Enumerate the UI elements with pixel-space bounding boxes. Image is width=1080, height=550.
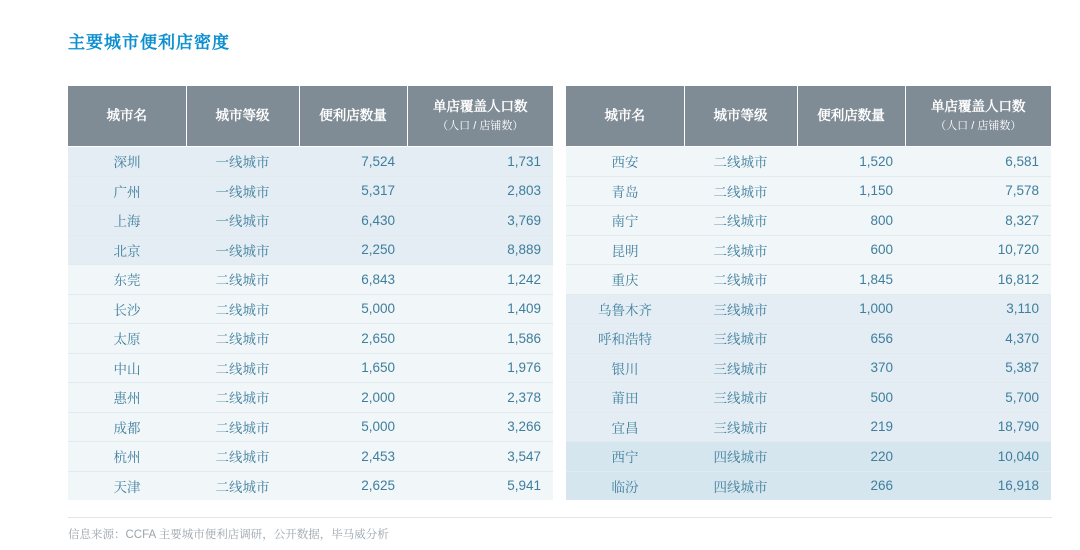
cell-city-tier: 二线城市 bbox=[186, 265, 299, 295]
table-row bbox=[68, 471, 553, 500]
cell-city-tier: 二线城市 bbox=[186, 442, 299, 472]
column-header-store-count: 便利店数量 bbox=[797, 86, 905, 147]
cell-city-name: 广州 bbox=[68, 176, 186, 206]
cell-coverage: 10,040 bbox=[905, 442, 1051, 472]
cell-city-name: 乌鲁木齐 bbox=[566, 294, 684, 324]
table-row bbox=[68, 206, 553, 236]
cell-store-count: 266 bbox=[797, 471, 905, 500]
table-row bbox=[566, 147, 1051, 177]
table-row bbox=[566, 294, 1051, 324]
cell-city-tier: 二线城市 bbox=[684, 206, 797, 236]
cell-store-count: 1,520 bbox=[797, 147, 905, 177]
source-note: 信息来源：CCFA 主要城市便利店调研，公开数据，毕马威分析 bbox=[68, 517, 1052, 542]
table-row bbox=[566, 412, 1051, 442]
cell-coverage: 18,790 bbox=[905, 412, 1051, 442]
column-header-city-tier: 城市等级 bbox=[186, 86, 299, 147]
cell-store-count: 5,000 bbox=[299, 412, 407, 442]
cell-city-tier: 一线城市 bbox=[186, 147, 299, 177]
convenience-store-table-left bbox=[68, 86, 553, 500]
cell-city-name: 呼和浩特 bbox=[566, 324, 684, 354]
table-row bbox=[68, 265, 553, 295]
cell-coverage: 1,242 bbox=[407, 265, 553, 295]
cell-store-count: 1,650 bbox=[299, 353, 407, 383]
cell-coverage: 5,941 bbox=[407, 471, 553, 500]
cell-coverage: 7,578 bbox=[905, 176, 1051, 206]
cell-store-count: 800 bbox=[797, 206, 905, 236]
cell-store-count: 1,000 bbox=[797, 294, 905, 324]
cell-store-count: 6,843 bbox=[299, 265, 407, 295]
cell-city-name: 北京 bbox=[68, 235, 186, 265]
cell-coverage: 8,889 bbox=[407, 235, 553, 265]
cell-city-name: 天津 bbox=[68, 471, 186, 500]
cell-coverage: 3,266 bbox=[407, 412, 553, 442]
table-body-left bbox=[68, 147, 553, 501]
table-row bbox=[68, 176, 553, 206]
cell-store-count: 2,250 bbox=[299, 235, 407, 265]
cell-city-name: 东莞 bbox=[68, 265, 186, 295]
cell-city-tier: 一线城市 bbox=[186, 176, 299, 206]
cell-coverage: 2,803 bbox=[407, 176, 553, 206]
table-row bbox=[68, 412, 553, 442]
cell-city-tier: 二线城市 bbox=[684, 235, 797, 265]
column-header-city-tier: 城市等级 bbox=[684, 86, 797, 147]
cell-city-name: 长沙 bbox=[68, 294, 186, 324]
cell-coverage: 3,547 bbox=[407, 442, 553, 472]
table-row bbox=[566, 176, 1051, 206]
column-header-coverage-sub: （人口 / 店铺数） bbox=[935, 119, 1022, 132]
cell-coverage: 6,581 bbox=[905, 147, 1051, 177]
cell-city-name: 重庆 bbox=[566, 265, 684, 295]
column-header-store-count: 便利店数量 bbox=[299, 86, 407, 147]
cell-city-name: 深圳 bbox=[68, 147, 186, 177]
cell-city-name: 临汾 bbox=[566, 471, 684, 500]
table-header-right bbox=[566, 86, 1051, 147]
cell-city-name: 中山 bbox=[68, 353, 186, 383]
cell-city-tier: 二线城市 bbox=[684, 265, 797, 295]
convenience-store-table-right bbox=[566, 86, 1051, 500]
cell-city-name: 成都 bbox=[68, 412, 186, 442]
cell-city-tier: 一线城市 bbox=[186, 206, 299, 236]
cell-city-tier: 二线城市 bbox=[186, 353, 299, 383]
cell-city-tier: 四线城市 bbox=[684, 442, 797, 472]
cell-store-count: 6,430 bbox=[299, 206, 407, 236]
table-row bbox=[566, 471, 1051, 500]
table-row bbox=[68, 235, 553, 265]
cell-store-count: 370 bbox=[797, 353, 905, 383]
table-row bbox=[566, 265, 1051, 295]
cell-store-count: 600 bbox=[797, 235, 905, 265]
cell-city-name: 太原 bbox=[68, 324, 186, 354]
cell-city-tier: 三线城市 bbox=[684, 294, 797, 324]
cell-coverage: 1,976 bbox=[407, 353, 553, 383]
cell-store-count: 5,000 bbox=[299, 294, 407, 324]
cell-store-count: 220 bbox=[797, 442, 905, 472]
cell-store-count: 500 bbox=[797, 383, 905, 413]
table-row bbox=[68, 353, 553, 383]
cell-city-tier: 二线城市 bbox=[684, 147, 797, 177]
table-row bbox=[68, 147, 553, 177]
column-header-coverage: 单店覆盖人口数 （人口 / 店铺数） bbox=[905, 86, 1051, 147]
cell-coverage: 5,387 bbox=[905, 353, 1051, 383]
cell-city-name: 西安 bbox=[566, 147, 684, 177]
cell-city-name: 银川 bbox=[566, 353, 684, 383]
cell-store-count: 1,845 bbox=[797, 265, 905, 295]
column-header-city-name: 城市名 bbox=[566, 86, 684, 147]
cell-city-name: 西宁 bbox=[566, 442, 684, 472]
cell-coverage: 2,378 bbox=[407, 383, 553, 413]
cell-store-count: 5,317 bbox=[299, 176, 407, 206]
cell-coverage: 4,370 bbox=[905, 324, 1051, 354]
table-row bbox=[68, 383, 553, 413]
cell-city-tier: 二线城市 bbox=[684, 176, 797, 206]
cell-city-tier: 一线城市 bbox=[186, 235, 299, 265]
column-header-coverage: 单店覆盖人口数 （人口 / 店铺数） bbox=[407, 86, 553, 147]
cell-coverage: 1,731 bbox=[407, 147, 553, 177]
cell-coverage: 8,327 bbox=[905, 206, 1051, 236]
table-row bbox=[566, 235, 1051, 265]
cell-city-tier: 三线城市 bbox=[684, 324, 797, 354]
tables-container bbox=[68, 86, 1052, 500]
cell-store-count: 1,150 bbox=[797, 176, 905, 206]
cell-city-tier: 三线城市 bbox=[684, 383, 797, 413]
table-row bbox=[68, 294, 553, 324]
header-row bbox=[68, 86, 553, 147]
table-row bbox=[68, 324, 553, 354]
cell-coverage: 3,110 bbox=[905, 294, 1051, 324]
table-row bbox=[566, 206, 1051, 236]
cell-coverage: 10,720 bbox=[905, 235, 1051, 265]
cell-store-count: 2,453 bbox=[299, 442, 407, 472]
cell-city-tier: 二线城市 bbox=[186, 324, 299, 354]
column-header-city-name: 城市名 bbox=[68, 86, 186, 147]
page-title: 主要城市便利店密度 bbox=[68, 33, 230, 52]
table-row bbox=[566, 442, 1051, 472]
cell-city-tier: 四线城市 bbox=[684, 471, 797, 500]
cell-store-count: 2,625 bbox=[299, 471, 407, 500]
cell-city-name: 南宁 bbox=[566, 206, 684, 236]
cell-store-count: 7,524 bbox=[299, 147, 407, 177]
cell-city-tier: 二线城市 bbox=[186, 294, 299, 324]
cell-coverage: 1,586 bbox=[407, 324, 553, 354]
cell-city-tier: 二线城市 bbox=[186, 383, 299, 413]
cell-city-tier: 三线城市 bbox=[684, 353, 797, 383]
cell-store-count: 219 bbox=[797, 412, 905, 442]
cell-coverage: 16,918 bbox=[905, 471, 1051, 500]
cell-city-name: 宜昌 bbox=[566, 412, 684, 442]
table-body-right bbox=[566, 147, 1051, 501]
cell-coverage: 16,812 bbox=[905, 265, 1051, 295]
cell-city-name: 惠州 bbox=[68, 383, 186, 413]
cell-city-tier: 二线城市 bbox=[186, 471, 299, 500]
cell-coverage: 3,769 bbox=[407, 206, 553, 236]
cell-city-tier: 三线城市 bbox=[684, 412, 797, 442]
cell-store-count: 656 bbox=[797, 324, 905, 354]
cell-city-name: 莆田 bbox=[566, 383, 684, 413]
cell-city-name: 昆明 bbox=[566, 235, 684, 265]
cell-city-tier: 二线城市 bbox=[186, 412, 299, 442]
table-row bbox=[566, 383, 1051, 413]
cell-city-name: 杭州 bbox=[68, 442, 186, 472]
table-row bbox=[68, 442, 553, 472]
cell-city-name: 上海 bbox=[68, 206, 186, 236]
header-row bbox=[566, 86, 1051, 147]
cell-coverage: 5,700 bbox=[905, 383, 1051, 413]
cell-store-count: 2,000 bbox=[299, 383, 407, 413]
cell-store-count: 2,650 bbox=[299, 324, 407, 354]
cell-coverage: 1,409 bbox=[407, 294, 553, 324]
column-header-coverage-sub: （人口 / 店铺数） bbox=[437, 119, 524, 132]
cell-city-name: 青岛 bbox=[566, 176, 684, 206]
table-row bbox=[566, 353, 1051, 383]
table-row bbox=[566, 324, 1051, 354]
table-header-left bbox=[68, 86, 553, 147]
